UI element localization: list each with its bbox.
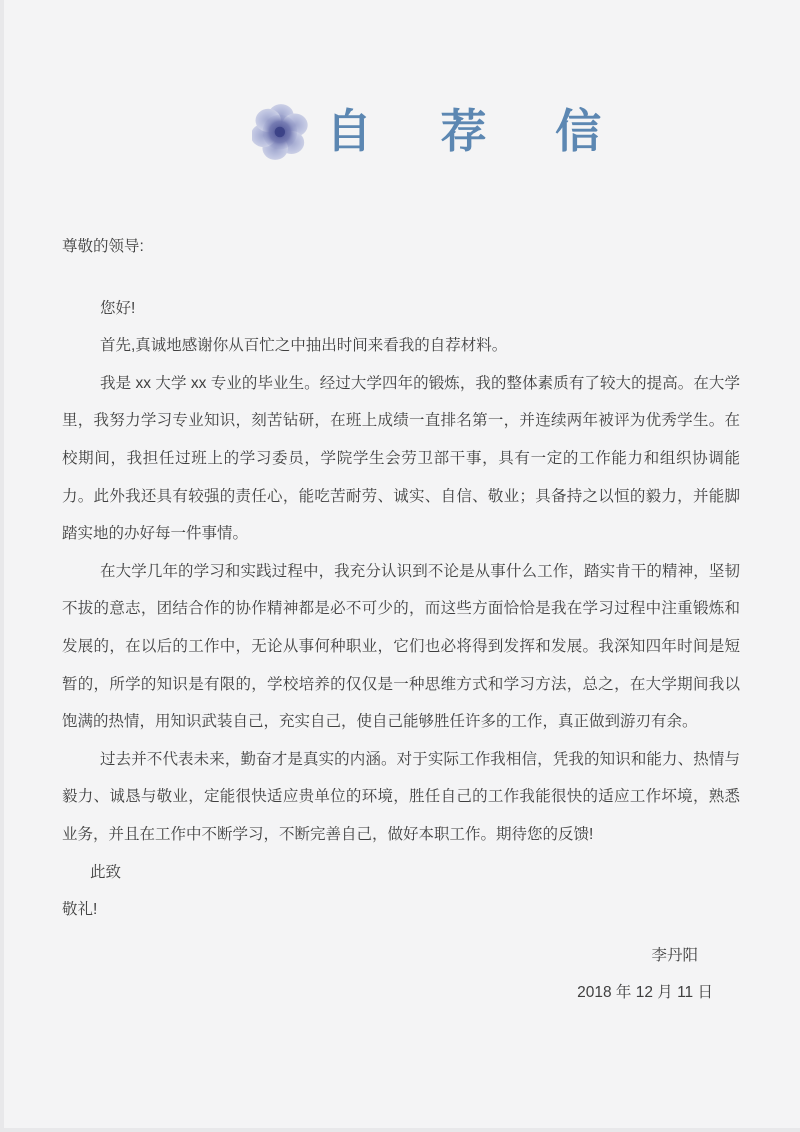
greeting-paragraph: 您好! [100, 299, 136, 317]
outlook-paragraph: 过去并不代表未来，勤奋才是真实的内涵。对于实际工作我相信，凭我的知识和能力、热情与毅力、诚恳与敬业，定能很快适应贵单位的环境，胜任自己的工作我能很快的适应工作坏境，熟悉业务，并且在工作中不断学习，不断完善自己，做好本职工作。期待您的反馈! [62, 750, 740, 843]
salutation: 尊敬的领导: [62, 238, 144, 255]
closing-jingli: 敬礼! [62, 901, 98, 919]
letter-header [0, 0, 800, 164]
letter-body [62, 228, 740, 1012]
page-left-edge [0, 0, 4, 1132]
closing-cizhi: 此致 [90, 863, 122, 881]
flower-icon [252, 102, 310, 162]
intro-paragraph: 我是 xx 大学 xx 专业的毕业生。经过大学四年的锻炼，我的整体素质有了较大的提高。在大学里，我努力学习专业知识，刻苦钻研，在班上成绩一直排名第一，并连续两年被评为优秀学生。在校期间，我担任过班上的学习委员，学院学生会劳卫部干事，具有一定的工作能力和组织协调能力。此外我还具有较强的责任心，能吃苦耐劳、诚实、自信、敬业；具备持之以恒的毅力，并能脚踏实地的办好每一件事情。 [62, 374, 740, 543]
signature-block [62, 937, 713, 1012]
experience-paragraph: 在大学几年的学习和实践过程中，我充分认识到不论是从事什么工作，踏实肯干的精神，坚韧不拔的意志，团结合作的协作精神都是必不可少的，而这些方面恰恰是我在学习过程中注重锻炼和发展的，在以后的工作中，无论从事何种职业，它们也必将得到发挥和发展。我深知四年时间是短暂的，所学的知识是有限的，学校培养的仅仅是一种思维方式和学习方法，总之，在大学期间我以饱满的热情，用知识武装自己，充实自己，使自己能够胜任许多的工作，真正做到游刃有余。 [62, 562, 740, 731]
letter-title: 自 荐 信 [326, 106, 630, 157]
signature-name: 李丹阳 [651, 946, 698, 964]
thanks-paragraph: 首先,真诚地感谢你从百忙之中抽出时间来看我的自荐材料。 [100, 337, 508, 355]
page-bottom-edge [0, 1128, 800, 1132]
signature-date: 2018 年 12 月 11 日 [577, 984, 713, 1002]
